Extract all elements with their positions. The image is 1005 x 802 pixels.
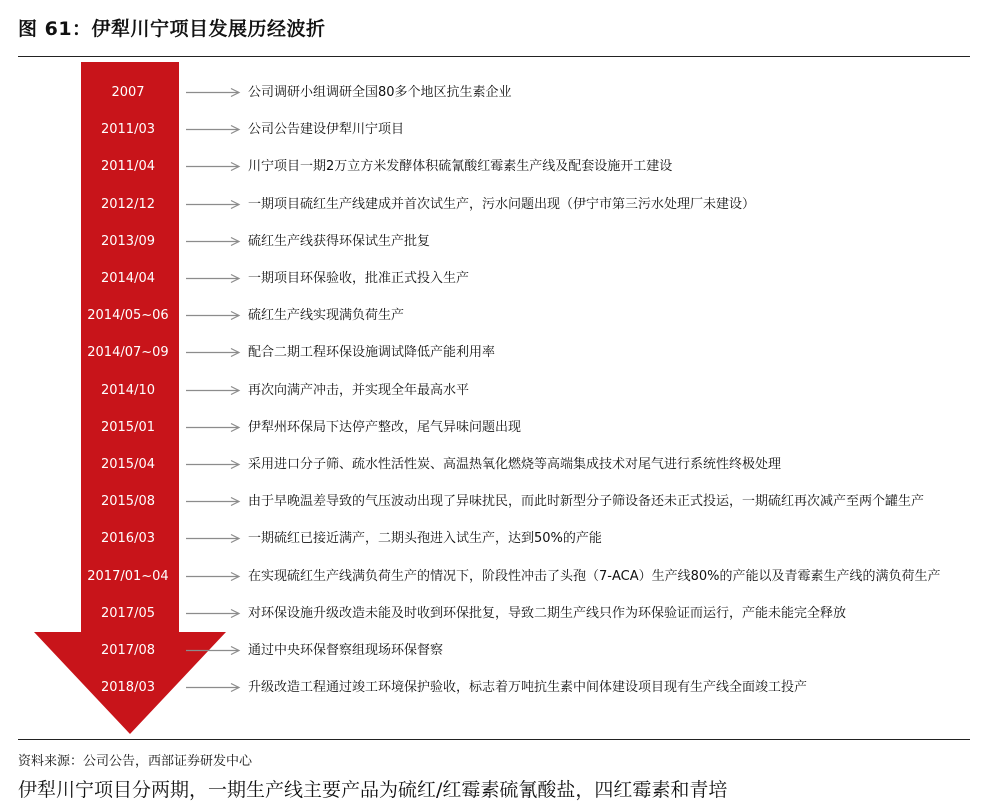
connector-arrow-icon bbox=[184, 372, 242, 409]
top-rule bbox=[18, 56, 970, 57]
figure-title: 图 61：伊犁川宁项目发展历经波折 bbox=[18, 18, 326, 40]
connector-arrow-icon bbox=[184, 483, 242, 520]
bottom-rule bbox=[18, 739, 970, 740]
connector-arrow-icon bbox=[184, 409, 242, 446]
connector-arrow-icon bbox=[184, 260, 242, 297]
connector-arrow-icon bbox=[184, 446, 242, 483]
timeline-event: 通过中央环保督察组现场环保督察 bbox=[248, 643, 444, 658]
connector-arrow-icon bbox=[184, 632, 242, 669]
connector-arrow-icon bbox=[184, 595, 242, 632]
connector-arrow-icon bbox=[184, 334, 242, 371]
timeline-date: 2016/03 bbox=[100, 531, 155, 547]
timeline-event: 升级改造工程通过竣工环境保护验收，标志着万吨抗生素中间体建设项目现有生产线全面竣工投产 bbox=[248, 680, 808, 696]
connector-arrow-icon bbox=[184, 223, 242, 260]
timeline-date: 2017/05 bbox=[100, 605, 155, 621]
timeline-date: 2015/01 bbox=[100, 419, 155, 435]
timeline-date: 2017/08 bbox=[100, 643, 155, 658]
timeline-event: 在实现硫红生产线满负荷生产的情况下，阶段性冲击了头孢（7-ACA）生产线80%的产能以及青霉素生产线的满负荷生产 bbox=[248, 568, 941, 584]
connector-arrow-icon bbox=[184, 558, 242, 595]
timeline-date: 2014/07~09 bbox=[87, 345, 169, 361]
connector-arrow-icon bbox=[184, 297, 242, 334]
timeline-date: 2015/04 bbox=[100, 457, 155, 472]
source-note: 资料来源：公司公告，西部证券研发中心 bbox=[18, 754, 253, 769]
timeline-event: 硫红生产线获得环保试生产批复 bbox=[248, 233, 431, 249]
connector-arrow-icon bbox=[184, 186, 242, 223]
timeline-event: 伊犁州环保局下达停产整改，尾气异味问题出现 bbox=[248, 419, 522, 435]
timeline-date: 2017/01~04 bbox=[87, 568, 169, 584]
timeline-date: 2018/03 bbox=[100, 680, 155, 696]
timeline-date: 2012/12 bbox=[100, 196, 155, 212]
timeline-event: 一期项目硫红生产线建成并首次试生产，污水问题出现（伊宁市第三污水处理厂未建设） bbox=[248, 196, 756, 212]
timeline-date: 2014/04 bbox=[100, 271, 155, 286]
connector-arrow-icon bbox=[184, 111, 242, 148]
timeline-date: 2015/08 bbox=[100, 494, 155, 510]
timeline-event: 公司调研小组调研全国80多个地区抗生素企业 bbox=[248, 85, 512, 100]
timeline-date: 2014/10 bbox=[100, 382, 155, 398]
timeline-event: 配合二期工程环保设施调试降低产能利用率 bbox=[248, 345, 496, 361]
timeline-event: 对环保设施升级改造未能及时收到环保批复，导致二期生产线只作为环保验证而运行，产能未能完全释放 bbox=[248, 605, 847, 621]
connector-arrow-icon bbox=[184, 669, 242, 706]
body-text: 伊犁川宁项目分两期，一期生产线主要产品为硫红/红霉素硫氰酸盐，四红霉素和青培 bbox=[18, 779, 728, 801]
timeline-event: 川宁项目一期2万立方米发酵体积硫氰酸红霉素生产线及配套设施开工建设 bbox=[248, 159, 673, 175]
timeline-date: 2011/04 bbox=[100, 159, 155, 175]
connector-arrow-icon bbox=[184, 148, 242, 185]
timeline-event: 硫红生产线实现满负荷生产 bbox=[248, 308, 405, 324]
connector-arrow-icon bbox=[184, 74, 242, 111]
timeline-event: 采用进口分子筛、疏水性活性炭、高温热氧化燃烧等高端集成技术对尾气进行系统性终极处理 bbox=[248, 457, 782, 472]
connector-arrow-icon bbox=[184, 520, 242, 557]
timeline-date: 2011/03 bbox=[100, 122, 155, 138]
timeline-event: 一期项目环保验收，批准正式投入生产 bbox=[248, 271, 470, 286]
timeline-event: 公司公告建设伊犁川宁项目 bbox=[248, 122, 405, 138]
timeline-date: 2013/09 bbox=[100, 233, 155, 249]
timeline-date: 2007 bbox=[111, 85, 145, 100]
timeline-event: 再次向满产冲击，并实现全年最高水平 bbox=[248, 382, 470, 398]
timeline-event: 由于早晚温差导致的气压波动出现了异味扰民，而此时新型分子筛设备还未正式投运，一期硫红再次减产至两个罐生产 bbox=[248, 494, 925, 510]
timeline-date: 2014/05~06 bbox=[87, 308, 169, 324]
timeline-event: 一期硫红已接近满产，二期头孢进入试生产，达到50%的产能 bbox=[248, 531, 602, 547]
